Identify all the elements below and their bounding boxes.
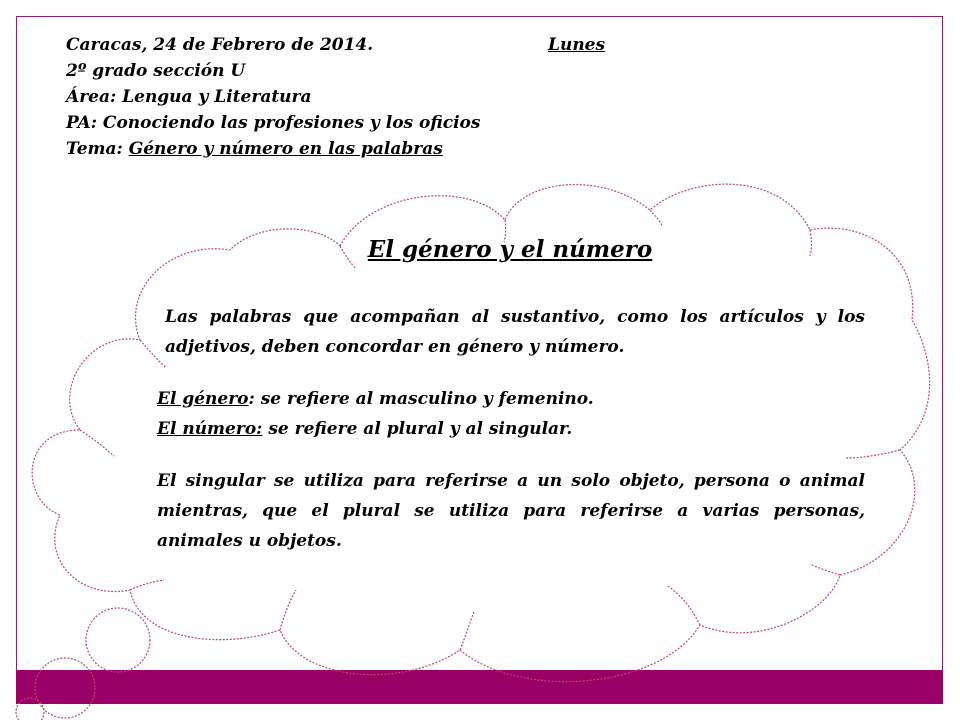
- header-block: [66, 32, 626, 162]
- tema-label: Tema:: [66, 139, 129, 159]
- genero-label: El género: [157, 389, 249, 409]
- numero-line: [157, 414, 865, 444]
- area-text: Área: Lengua y Literatura: [66, 87, 312, 107]
- numero-label: El número:: [157, 419, 263, 439]
- genero-line: [157, 384, 865, 414]
- date-text: Caracas, 24 de Febrero de 2014.: [66, 35, 374, 55]
- cloud-title: El género y el número: [367, 236, 653, 263]
- numero-text: se refiere al plural y al singular.: [262, 419, 573, 439]
- singular-paragraph: El singular se utiliza para referirse a un solo objeto, persona o animal mientras, que el plural se utiliza para referirse a varias personas, animales u objetos.: [157, 471, 865, 551]
- genero-text: : se refiere al masculino y femenino.: [248, 389, 594, 409]
- date-line: [66, 32, 626, 58]
- intro-paragraph: Las palabras que acompañan al sustantivo, como los artículos y los adjetivos, deben concordar en género y número.: [165, 307, 865, 357]
- pa-text: PA: Conociendo las profesiones y los oficios: [66, 113, 481, 133]
- grade-text: 2º grado sección U: [66, 61, 246, 81]
- tema-line: [66, 136, 626, 162]
- day-text: Lunes: [548, 35, 606, 55]
- cloud-body: [157, 302, 865, 556]
- tema-value: Género y número en las palabras: [128, 139, 443, 159]
